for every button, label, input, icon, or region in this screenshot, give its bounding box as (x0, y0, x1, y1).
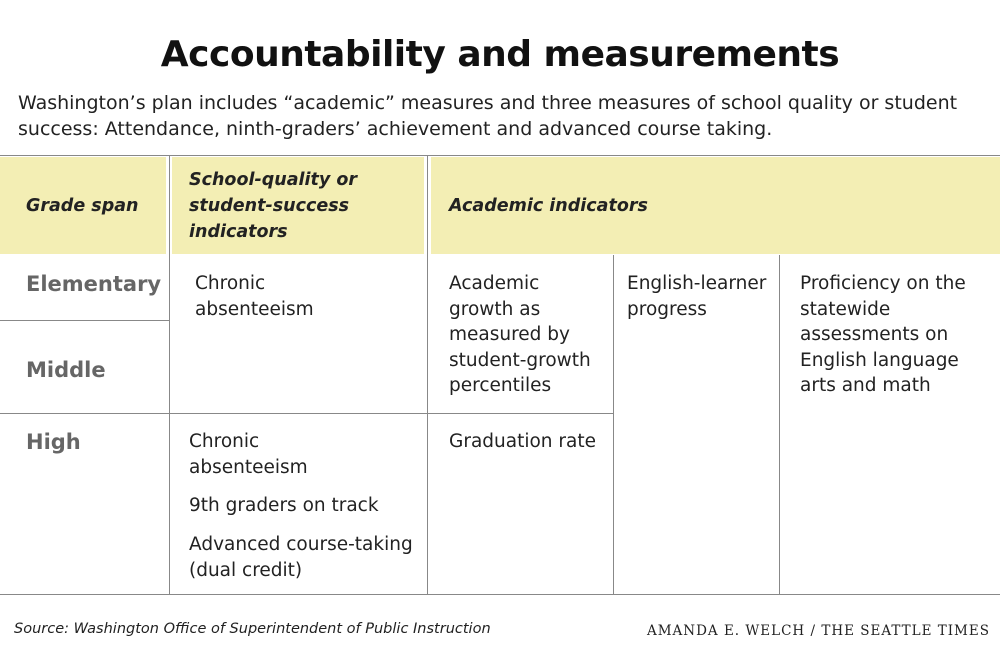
header-academic-label: Academic indicators (449, 195, 648, 216)
rule-vertical-4 (779, 255, 780, 595)
rule-vertical-2 (427, 155, 428, 595)
rule-elementary-middle (0, 320, 169, 321)
header-academic (431, 157, 1000, 254)
grade-middle: Middle (26, 358, 106, 382)
credit-line: AMANDA E. WELCH / THE SEATTLE TIMES (646, 623, 990, 639)
rule-vertical-1 (169, 155, 170, 595)
rule-bottom (0, 594, 1000, 595)
cell-english-learner: English-learner progress (627, 273, 767, 320)
chart-subtitle: Washington’s plan includes “academic” measures and three measures of school quality or student success: Attendance, ninth-graders’ achievement and advanced course taking. (18, 92, 958, 140)
cell-high-graduation: Graduation rate (449, 431, 596, 452)
rule-top (0, 155, 1000, 156)
cell-elem-middle-school-quality: Chronic absenteeism (195, 273, 314, 320)
cell-elem-middle-academic-growth: Academic growth as measured by student-growth percentiles (449, 273, 591, 396)
rule-vertical-3 (613, 255, 614, 595)
grade-high: High (26, 430, 81, 454)
rule-middle-high (0, 413, 614, 414)
header-grade-span-label: Grade span (26, 195, 139, 216)
header-school-quality-label: School-quality or student-success indicators (189, 169, 358, 242)
chart-title: Accountability and measurements (160, 34, 840, 75)
header-school-quality (172, 157, 424, 254)
header-grade-span (0, 157, 166, 254)
grade-elementary: Elementary (26, 272, 162, 296)
cell-high-school-quality-2: 9th graders on track (189, 495, 379, 516)
cell-high-school-quality-3: Advanced course-taking (dual credit) (189, 534, 413, 581)
cell-proficiency: Proficiency on the statewide assessments on English language arts and math (800, 273, 966, 396)
source-note: Source: Washington Office of Superintendent of Public Instruction (14, 621, 491, 637)
cell-high-school-quality-1: Chronic absenteeism (189, 431, 308, 478)
